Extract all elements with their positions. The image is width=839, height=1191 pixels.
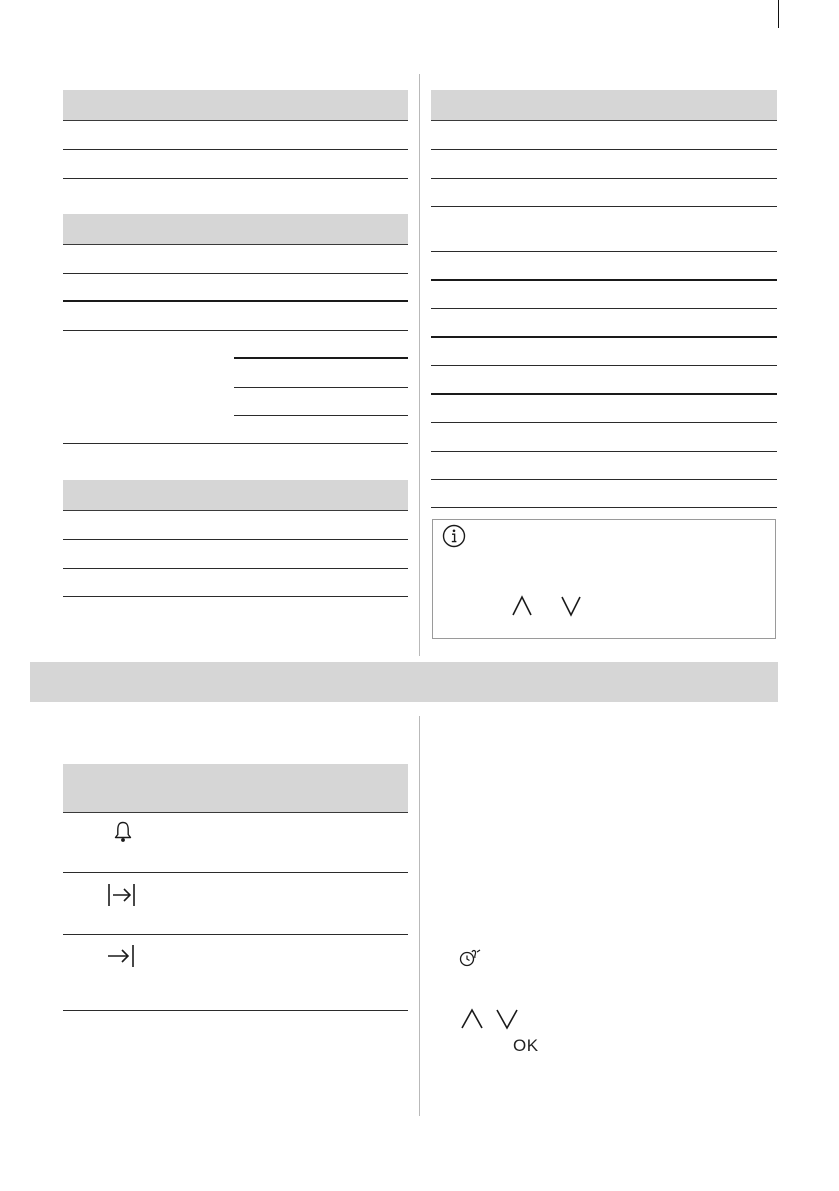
table-row-rule	[431, 279, 777, 281]
table-row-rule	[63, 443, 408, 444]
table-header	[63, 764, 408, 813]
section-heading-bar	[30, 662, 778, 702]
table-row-rule	[63, 273, 408, 274]
chevron-down-icon	[495, 1007, 519, 1031]
table-row-rule	[63, 300, 408, 302]
table-header	[63, 214, 408, 245]
table-row-rule	[431, 149, 777, 150]
table-row-rule	[63, 568, 408, 569]
table-row-rule	[431, 393, 777, 395]
table-row-rule	[431, 422, 777, 423]
table-row-rule	[63, 178, 408, 179]
table-row-rule	[431, 336, 777, 338]
info-icon	[442, 524, 466, 548]
table-row-rule	[63, 539, 408, 540]
table-row-rule	[63, 872, 408, 873]
chevron-up-icon	[460, 1007, 484, 1031]
crop-mark	[778, 0, 779, 28]
table-row-rule	[431, 365, 777, 366]
table-row-rule	[431, 308, 777, 309]
end-arrow-to-bar-icon	[106, 943, 138, 969]
table-subrow-rule	[234, 387, 408, 388]
table-row-rule	[431, 206, 777, 207]
table-row-rule	[63, 1010, 408, 1011]
table-row-rule	[63, 330, 408, 331]
chevron-up-icon	[511, 594, 533, 618]
table-row-rule	[431, 479, 777, 480]
column-divider-bottom	[419, 716, 420, 1116]
table-subrow-rule	[234, 415, 408, 416]
chevron-down-icon	[560, 594, 582, 618]
table-row-rule	[63, 934, 408, 935]
table-header	[63, 90, 408, 121]
info-note-box	[432, 519, 776, 639]
table-row-rule	[431, 251, 777, 252]
column-divider-top	[419, 74, 420, 656]
table-row-rule	[63, 596, 408, 597]
table-header	[63, 480, 408, 511]
table-subrow-rule	[234, 357, 408, 359]
bell-icon	[112, 820, 134, 844]
table-row-rule	[431, 451, 777, 452]
duration-arrow-to-bar-icon	[106, 882, 138, 908]
clock-setting-icon	[458, 948, 482, 968]
table-row-rule	[63, 149, 408, 150]
table-row-rule	[431, 178, 777, 179]
table-row-rule	[431, 507, 777, 508]
table-header	[431, 90, 777, 121]
ok-button-icon: OK	[513, 1036, 539, 1055]
